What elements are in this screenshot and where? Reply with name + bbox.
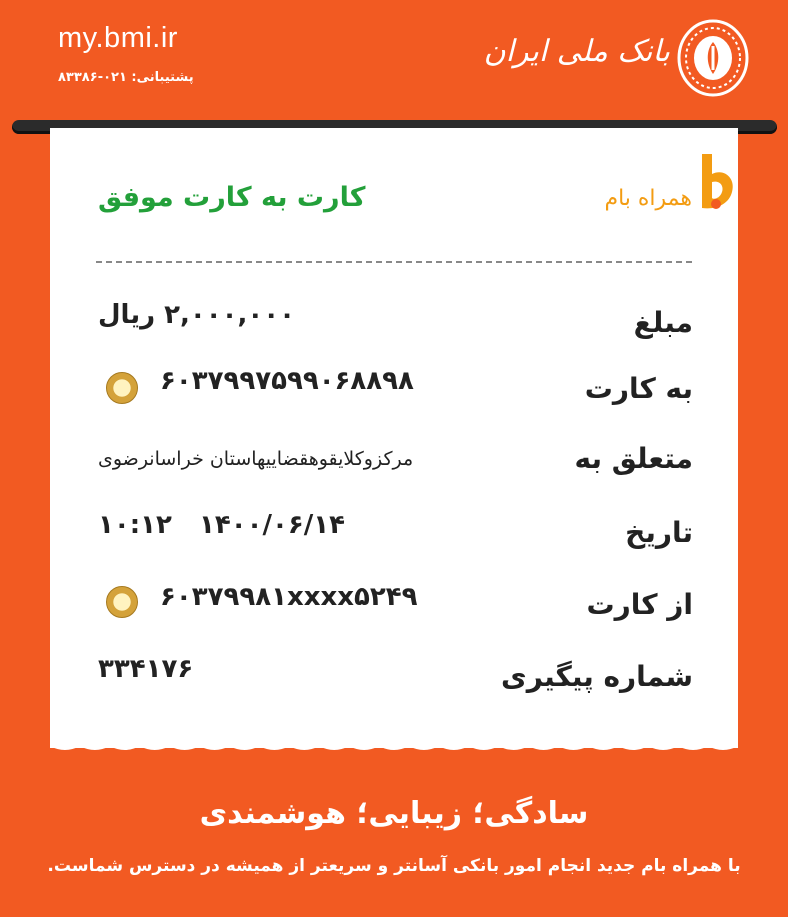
row-owner bbox=[50, 436, 738, 486]
header bbox=[0, 0, 788, 120]
row-value: ۶۰۳۷۹۹۸۱xxxx۵۲۴۹ bbox=[160, 582, 418, 612]
bank-name: بانک ملی ایران bbox=[483, 34, 670, 69]
bmi-card-icon bbox=[106, 586, 138, 618]
row-label: تاریخ bbox=[625, 516, 693, 549]
dashed-divider bbox=[96, 261, 692, 263]
row-value: ۳۳۴۱۷۶ bbox=[98, 654, 194, 684]
support-phone: پشتیبانی: ۰۲۱-۸۳۳۸۶ bbox=[58, 70, 194, 85]
bmi-emblem-icon bbox=[676, 18, 750, 98]
footer-subtitle: با همراه بام جدید انجام امور بانکی آسانتر و سریعتر از همیشه در دسترس شماست. bbox=[47, 856, 741, 876]
row-destination-card bbox=[50, 366, 738, 416]
row-value: ۶۰۳۷۹۹۷۵۹۹۰۶۸۸۹۸ bbox=[160, 366, 414, 396]
row-value: ۲,۰۰۰,۰۰۰ ریال bbox=[98, 300, 295, 330]
row-value: مرکزوکلایقوهقضاییهاستان خراسانرضوی bbox=[98, 448, 414, 470]
receipt-card bbox=[50, 128, 738, 748]
row-tracking-number bbox=[50, 654, 738, 704]
row-label: از کارت bbox=[586, 588, 693, 621]
receipt-torn-edge bbox=[50, 740, 738, 754]
slogan: سادگی؛ زیبایی؛ هوشمندی bbox=[199, 796, 589, 831]
row-date bbox=[50, 510, 738, 560]
row-source-card bbox=[50, 582, 738, 632]
brand-name: همراه بام bbox=[604, 186, 692, 211]
bam-logo-icon bbox=[694, 152, 738, 214]
page-title: کارت به کارت موفق bbox=[98, 182, 366, 213]
row-label: مبلغ bbox=[633, 306, 693, 339]
website-link[interactable]: my.bmi.ir bbox=[58, 22, 178, 54]
row-label: متعلق به bbox=[574, 442, 693, 475]
bmi-card-icon bbox=[106, 372, 138, 404]
row-value: ۱۴۰۰/۰۶/۱۴ ۱۰:۱۲ bbox=[98, 510, 345, 540]
row-label: شماره پیگیری bbox=[501, 660, 693, 693]
row-amount bbox=[50, 300, 738, 350]
row-label: به کارت bbox=[584, 372, 693, 405]
